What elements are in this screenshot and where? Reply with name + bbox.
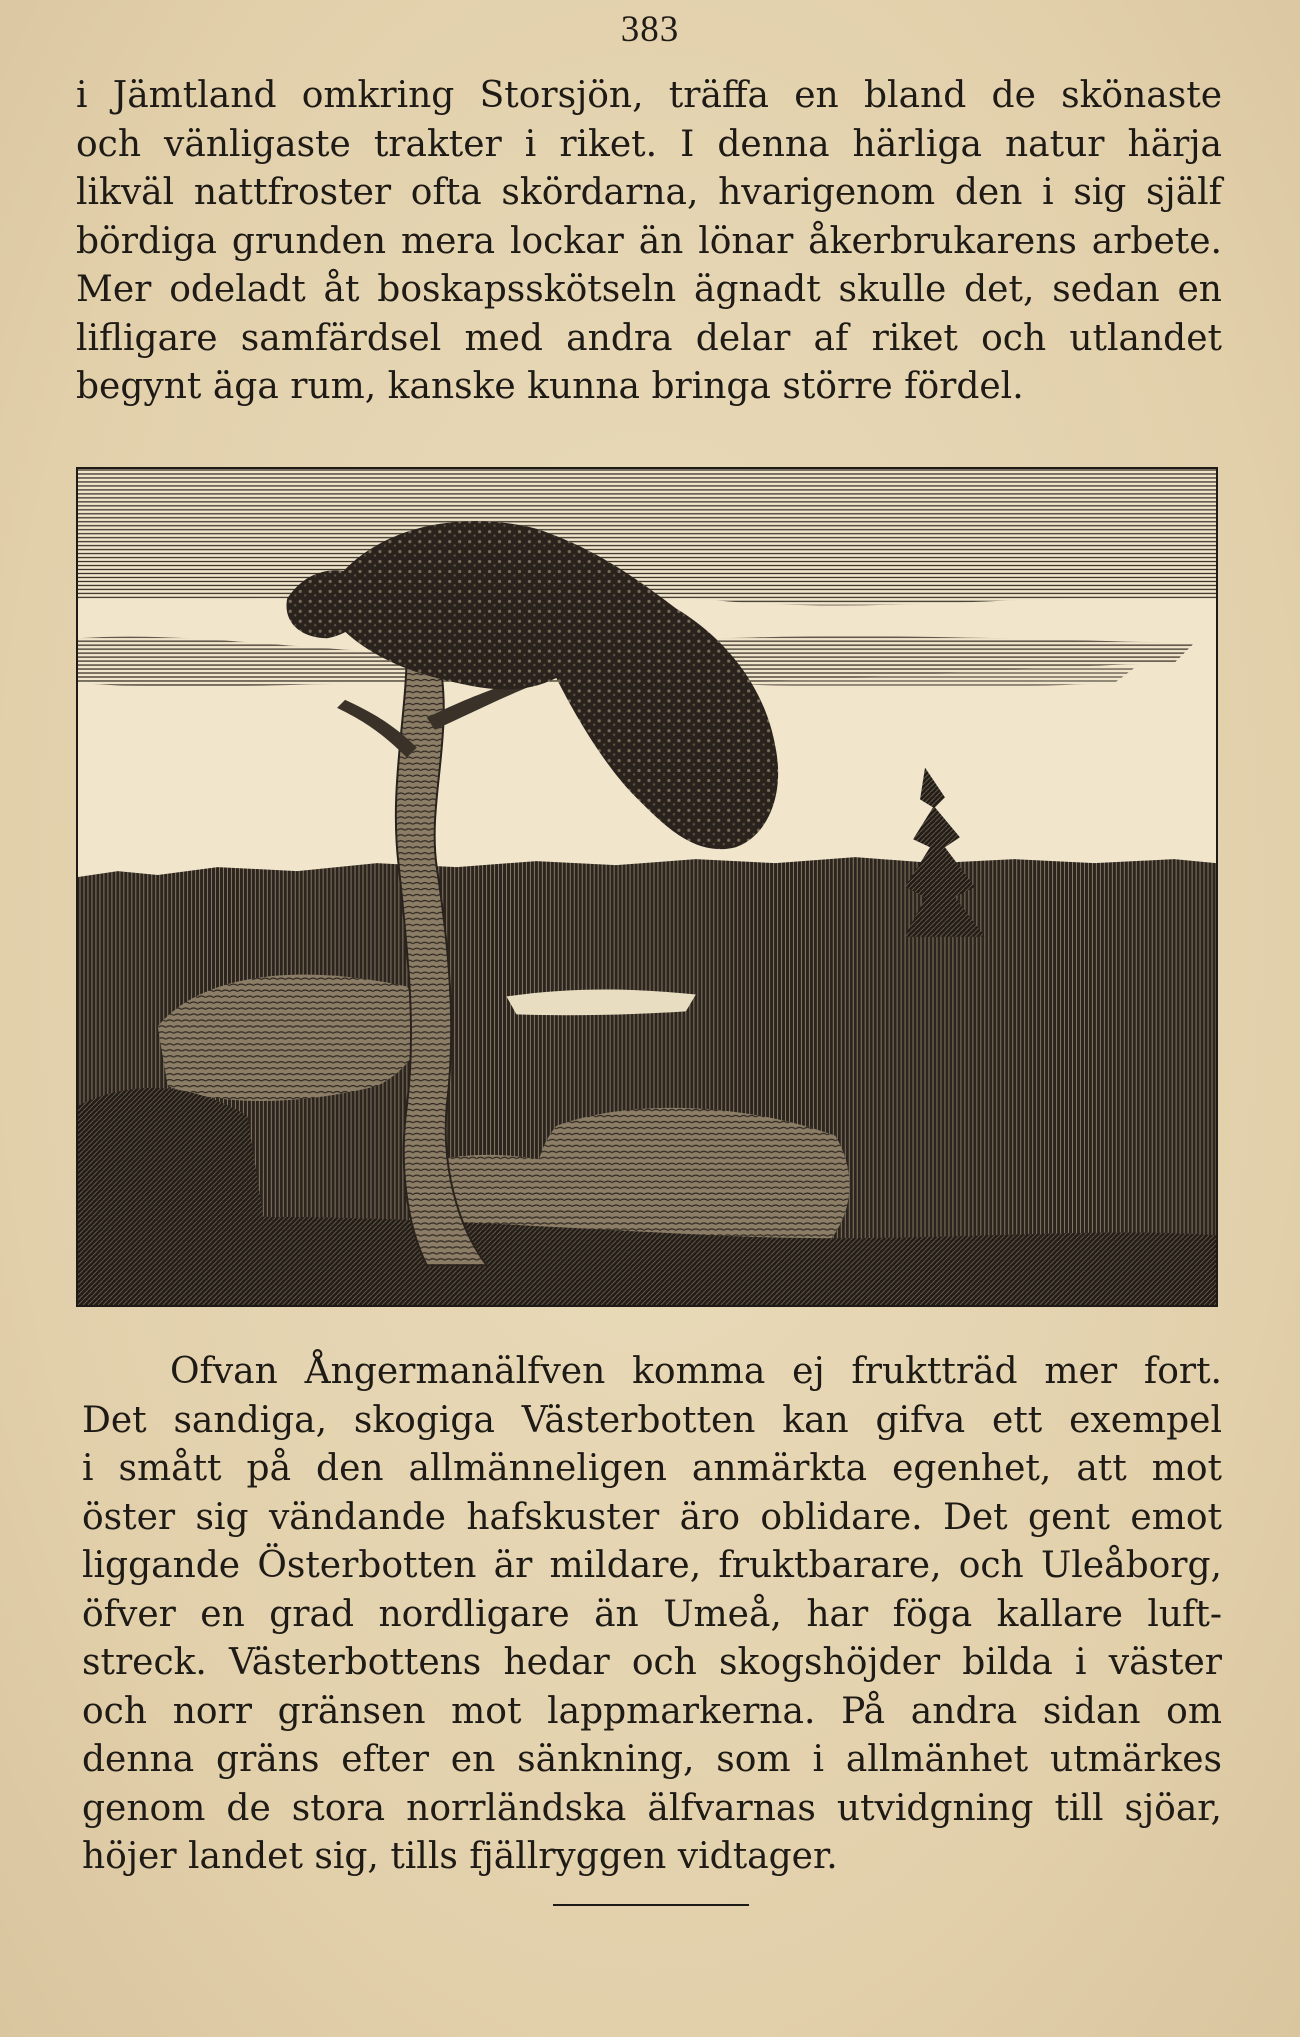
text-line: lifligare samfärdsel med andra delar af riket och utlandet bbox=[76, 317, 1222, 359]
text-line: i smått på den allmänneligen anmärkta egenhet, att mot bbox=[82, 1448, 1222, 1489]
text-line: Ofvan Ångermanälfven komma ej fruktträd mer fort. bbox=[170, 1351, 1222, 1392]
text-line: genom de stora norrländska älfvarnas utvidgning till sjöar, bbox=[82, 1787, 1222, 1829]
text-line: liggande Österbotten är mildare, fruktbarare, och Uleåborg, bbox=[82, 1545, 1222, 1586]
paragraph-bottom bbox=[82, 1348, 1222, 1882]
text-line: och norr gränsen mot lappmarkerna. På andra sidan om bbox=[82, 1690, 1222, 1732]
engraving-picture bbox=[78, 469, 1216, 1305]
text-line: i Jämtland omkring Storsjön, träffa en bland de skönaste bbox=[76, 75, 1222, 116]
text-line: likväl nattfroster ofta skördarna, hvarigenom den i sig själf bbox=[76, 172, 1222, 213]
text-line: och vänligaste trakter i riket. I denna härliga natur härja bbox=[76, 123, 1222, 165]
landscape-engraving bbox=[76, 467, 1218, 1307]
text-line: Det sandiga, skogiga Västerbotten kan gifva ett exempel bbox=[82, 1399, 1222, 1441]
text-line: öfver en grad nordligare än Umeå, har föga kallare luft- bbox=[82, 1593, 1222, 1635]
text-line: streck. Västerbottens hedar och skogshöjder bilda i väster bbox=[82, 1642, 1222, 1683]
page-number: 383 bbox=[620, 9, 680, 50]
text-line: Mer odeladt åt boskapsskötseln ägnadt skulle det, sedan en bbox=[76, 269, 1222, 310]
paragraph-top bbox=[76, 72, 1222, 412]
text-line: bördiga grunden mera lockar än lönar åkerbrukarens arbete. bbox=[76, 220, 1222, 262]
text-line: denna gräns efter en sänkning, som i allmänhet utmärkes bbox=[82, 1739, 1222, 1780]
section-end-rule bbox=[553, 1904, 749, 1906]
text-line: öster sig vändande hafskuster äro oblidare. Det gent emot bbox=[82, 1496, 1222, 1538]
text-line: höjer landet sig, tills fjällryggen vidtager. bbox=[82, 1836, 838, 1877]
text-line: begynt äga rum, kanske kunna bringa större fördel. bbox=[76, 366, 1024, 407]
